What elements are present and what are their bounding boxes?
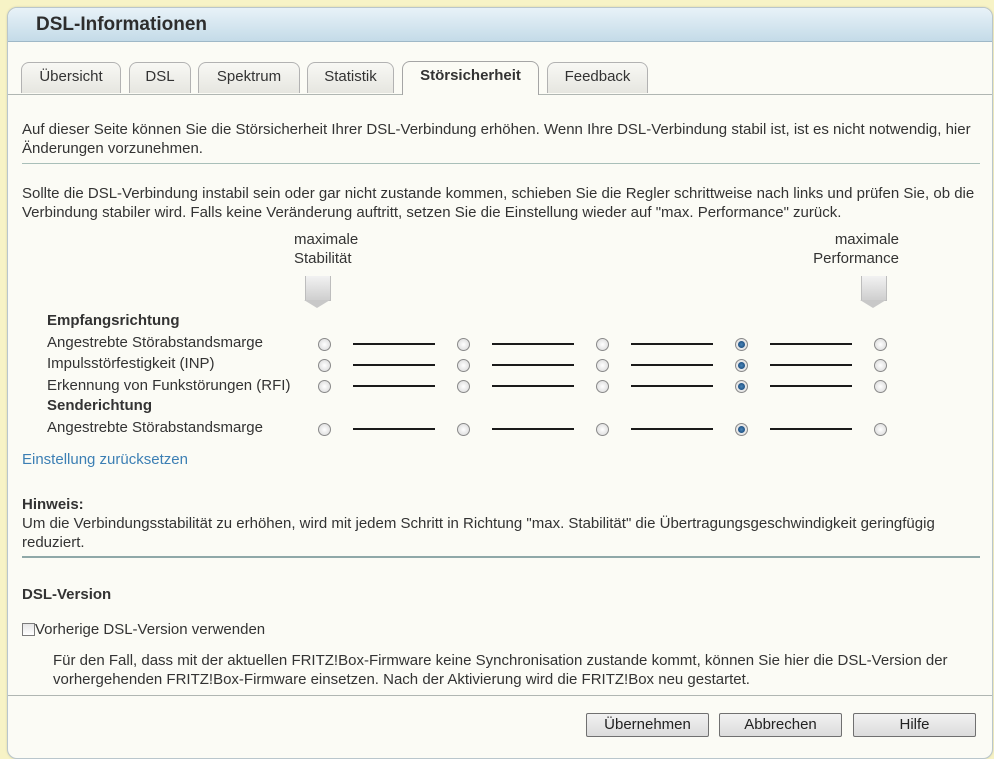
slider-track-segment xyxy=(631,343,713,345)
divider xyxy=(22,556,980,558)
slider-track-segment xyxy=(353,343,435,345)
slider-track-segment xyxy=(631,385,713,387)
dsl-info-panel xyxy=(7,7,993,759)
slider-step-radio[interactable] xyxy=(596,338,609,351)
section-receive: Empfangsrichtung xyxy=(47,312,180,329)
slider-step-radio[interactable] xyxy=(874,423,887,436)
slider-step-radio[interactable] xyxy=(457,380,470,393)
tab-uebersicht[interactable]: Übersicht xyxy=(21,62,121,93)
page-title: DSL-Informationen xyxy=(36,14,207,35)
instructions-text: Sollte die DSL-Verbindung instabil sein oder gar nicht zustande kommen, schieben Sie die Regler schrittweise nach links und prüfen Sie, ob die Verbindung stabiler wird. Falls keine Veränderung auftritt, setzen Sie die Einstellung wieder auf "max. Performance" zurück. xyxy=(22,185,975,221)
slider-step-radio[interactable] xyxy=(596,359,609,372)
title-bar xyxy=(8,8,992,42)
slider-step-radio[interactable] xyxy=(735,359,748,372)
slider-track-segment xyxy=(631,428,713,430)
reset-settings-link[interactable]: Einstellung zurücksetzen xyxy=(22,451,188,468)
slider-track-segment xyxy=(492,364,574,366)
note-heading: Hinweis: xyxy=(22,496,84,513)
button-bar xyxy=(8,695,992,759)
slider-step-radio[interactable] xyxy=(457,423,470,436)
divider xyxy=(22,163,980,164)
slider-label-inp: Impulsstörfestigkeit (INP) xyxy=(47,355,215,372)
dsl-version-heading: DSL-Version xyxy=(22,586,112,603)
intro-text: Auf dieser Seite können Sie die Störsicherheit Ihrer DSL-Verbindung erhöhen. Wenn Ihre DSL-Verbindung stabil ist, ist es nicht notwendig, hier Änderungen vorzunehmen. xyxy=(22,121,971,157)
performance-marker-tip-icon xyxy=(860,300,886,308)
slider-step-radio[interactable] xyxy=(735,338,748,351)
cancel-button[interactable]: Abbrechen xyxy=(719,713,842,737)
tab-bar xyxy=(8,42,992,95)
stability-label-line2: Stabilität xyxy=(294,250,352,267)
tab-spektrum[interactable]: Spektrum xyxy=(198,62,300,93)
tab-dsl[interactable]: DSL xyxy=(129,62,191,93)
slider-track-segment xyxy=(492,343,574,345)
apply-button[interactable]: Übernehmen xyxy=(586,713,709,737)
slider-track-segment xyxy=(631,364,713,366)
slider-track-segment xyxy=(770,428,852,430)
slider-label-snr-receive: Angestrebte Störabstandsmarge xyxy=(47,334,263,351)
performance-label-line1: maximale xyxy=(834,231,899,248)
slider-step-radio[interactable] xyxy=(457,338,470,351)
slider-step-radio[interactable] xyxy=(318,338,331,351)
slider-step-radio[interactable] xyxy=(318,380,331,393)
section-send: Senderichtung xyxy=(47,397,153,414)
slider-label-rfi: Erkennung von Funkstörungen (RFI) xyxy=(47,377,291,394)
performance-label-line2: Performance xyxy=(813,250,899,267)
slider-step-radio[interactable] xyxy=(318,423,331,436)
help-button[interactable]: Hilfe xyxy=(853,713,976,737)
slider-step-radio[interactable] xyxy=(457,359,470,372)
note-text: Um die Verbindungsstabilität zu erhöhen, wird mit jedem Schritt in Richtung "max. Stabilität" die Übertragungsgeschwindigkeit geringfügig reduziert. xyxy=(22,515,935,551)
stability-marker-icon xyxy=(305,276,331,301)
slider-track-segment xyxy=(492,428,574,430)
slider-step-radio[interactable] xyxy=(735,423,748,436)
previous-dsl-version-checkbox[interactable] xyxy=(22,623,35,636)
performance-marker-icon xyxy=(861,276,887,301)
slider-step-radio[interactable] xyxy=(596,380,609,393)
dsl-version-description: Für den Fall, dass mit der aktuellen FRITZ!Box-Firmware keine Synchronisation zustande kommt, können Sie hier die DSL-Version der vorhergehenden FRITZ!Box-Firmware einsetzen. Nach der Aktivierung wird die FRITZ!Box neu gestartet. xyxy=(53,652,948,688)
slider-step-radio[interactable] xyxy=(874,338,887,351)
tab-stoersicherheit[interactable]: Störsicherheit xyxy=(402,61,539,95)
stability-marker-tip-icon xyxy=(304,300,330,308)
slider-step-radio[interactable] xyxy=(874,359,887,372)
slider-track-segment xyxy=(492,385,574,387)
tab-statistik[interactable]: Statistik xyxy=(307,62,394,93)
slider-track-segment xyxy=(770,364,852,366)
slider-label-snr-send: Angestrebte Störabstandsmarge xyxy=(47,419,263,436)
previous-dsl-version-label: Vorherige DSL-Version verwenden xyxy=(35,621,266,638)
slider-track-segment xyxy=(770,385,852,387)
slider-track-segment xyxy=(353,385,435,387)
slider-step-radio[interactable] xyxy=(318,359,331,372)
tab-feedback[interactable]: Feedback xyxy=(547,62,648,93)
slider-step-radio[interactable] xyxy=(874,380,887,393)
slider-step-radio[interactable] xyxy=(596,423,609,436)
slider-track-segment xyxy=(770,343,852,345)
stability-label-line1: maximale xyxy=(294,231,359,248)
slider-track-segment xyxy=(353,428,435,430)
slider-step-radio[interactable] xyxy=(735,380,748,393)
slider-track-segment xyxy=(353,364,435,366)
